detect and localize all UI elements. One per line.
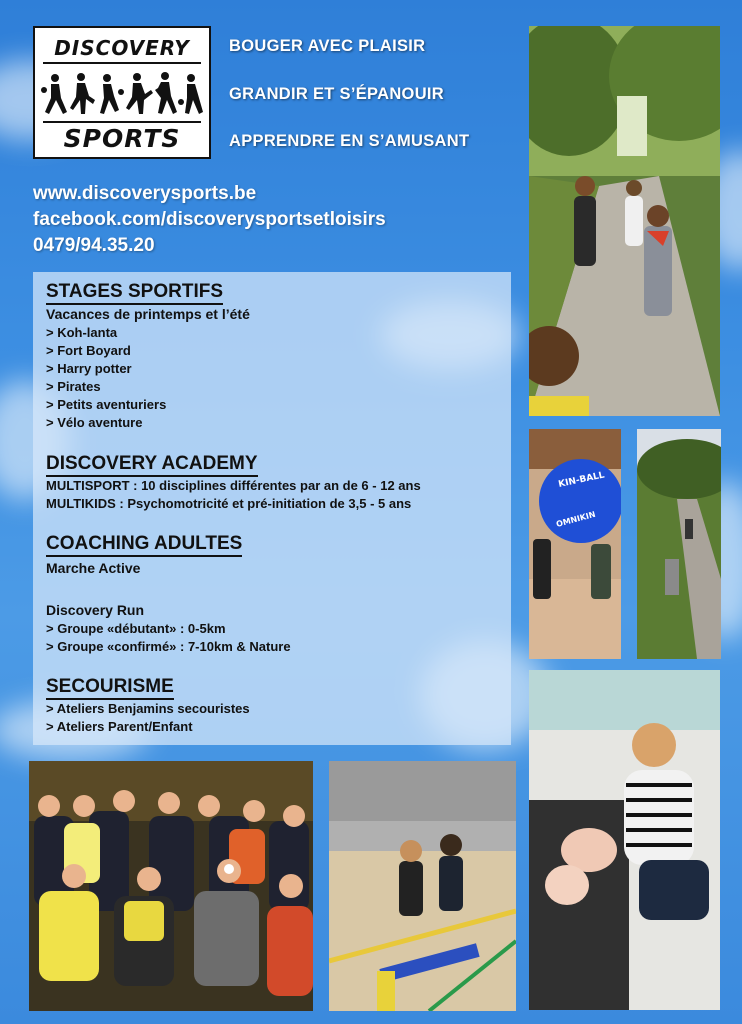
slogan-3: APPRENDRE EN S’AMUSANT <box>229 132 470 150</box>
coaching-subtitle-2: Discovery Run <box>46 602 145 618</box>
athletes-silhouettes-icon <box>41 70 205 120</box>
logo-word-bottom: SPORTS <box>63 124 181 153</box>
list-item: > Ateliers Benjamins secouristes <box>46 701 250 716</box>
list-item: > Harry potter <box>46 361 132 376</box>
trail-photo <box>637 429 721 659</box>
list-item: > Groupe «confirmé» : 7-10km & Nature <box>46 639 291 654</box>
facebook-link[interactable]: facebook.com/discoverysportsetloisirs <box>33 209 386 230</box>
kin-ball-photo <box>529 429 621 659</box>
stages-title: STAGES SPORTIFS <box>46 281 223 305</box>
list-item: > Petits aventuriers <box>46 397 167 412</box>
list-item: MULTIKIDS : Psychomotricité et pré-initiation de 3,5 - 5 ans <box>46 496 412 511</box>
list-item: MULTISPORT : 10 disciplines différentes par an de 6 - 12 ans <box>46 478 421 493</box>
logo-divider <box>43 62 201 64</box>
forest-walk-photo <box>529 26 720 416</box>
list-item: > Ateliers Parent/Enfant <box>46 719 193 734</box>
list-item: > Koh-lanta <box>46 325 118 340</box>
phone-number: 0479/94.35.20 <box>33 235 155 256</box>
list-item: > Pirates <box>46 379 101 394</box>
list-item: > Groupe «débutant» : 0-5km <box>46 621 226 636</box>
coaching-subtitle-1: Marche Active <box>46 560 141 576</box>
slogan-2: GRANDIR ET S’ÉPANOUIR <box>229 85 445 103</box>
list-item: > Vélo aventure <box>46 415 143 430</box>
website-link[interactable]: www.discoverysports.be <box>33 183 257 204</box>
secourisme-title: SECOURISME <box>46 676 174 700</box>
first-aid-photo <box>529 670 720 1010</box>
logo-divider <box>43 121 201 123</box>
kin-ball-label: KIN-BALL <box>557 470 606 490</box>
logo-word-top: DISCOVERY <box>54 36 190 60</box>
slogan-1: BOUGER AVEC PLAISIR <box>229 37 426 55</box>
list-item: > Fort Boyard <box>46 343 131 358</box>
night-runners-photo <box>29 761 313 1011</box>
activities-panel <box>33 272 511 745</box>
stages-subtitle: Vacances de printemps et l’été <box>46 306 250 322</box>
academy-title: DISCOVERY ACADEMY <box>46 453 258 477</box>
discovery-sports-logo <box>33 26 211 159</box>
gym-balance-photo <box>329 761 516 1011</box>
omnikin-label: OMNIKIN <box>555 509 597 529</box>
coaching-title: COACHING ADULTES <box>46 533 242 557</box>
